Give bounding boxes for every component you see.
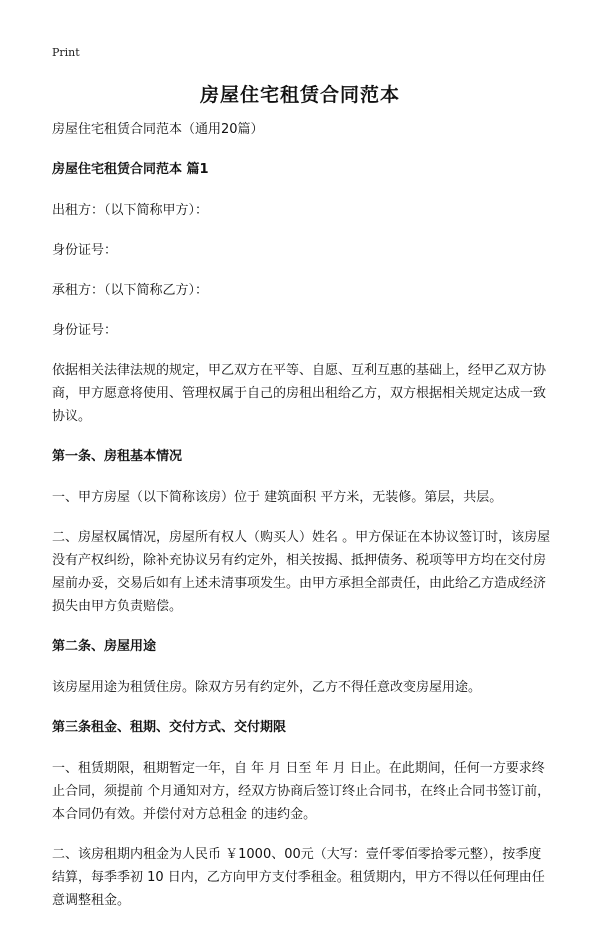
article1-heading: 第一条、房租基本情况 [52, 449, 183, 464]
document-subtitle: 房屋住宅租赁合同范本（通用20篇） [52, 122, 264, 137]
lessee-id-line: 身份证号： [52, 323, 118, 338]
article2-paragraph-1: 该房屋用途为租赁住房。除双方另有约定外，乙方不得任意改变房屋用途。 [52, 680, 482, 695]
lessee-line: 承租方：（以下简称乙方）： [52, 283, 209, 298]
lessor-line: 出租方：（以下简称甲方）： [52, 203, 209, 218]
article3-paragraph-2: 二、该房租期内租金为人民币 ￥1000、00元（大写：壹仟零佰零拾零元整），按季度结算，每季季初 10 日内，乙方向甲方支付季租金。租赁期内，甲方不得以任何理由任意调整租金。 [52, 847, 545, 908]
article2-heading: 第二条、房屋用途 [52, 639, 157, 654]
lessor-id-line: 身份证号： [52, 243, 118, 258]
article3-heading: 第三条租金、租期、交付方式、交付期限 [52, 720, 287, 735]
print-link[interactable]: Print [52, 46, 80, 59]
document-body [52, 118, 552, 929]
page-title: 房屋住宅租赁合同范本 [199, 84, 400, 106]
section-heading: 房屋住宅租赁合同范本 篇1 [52, 162, 209, 177]
article1-paragraph-1: 一、甲方房屋（以下简称该房）位于 建筑面积 平方米，无装修。第层，共层。 [52, 490, 503, 505]
article1-paragraph-2: 二、房屋权属情况，房屋所有权人（购买人）姓名 。甲方保证在本协议签订时，该房屋没有产权纠纷，除补充协议另有约定外，相关按揭、抵押债务、税项等甲方均在交付房屋前办妥，交易后如有上述未清事项发生。由甲方承担全部责任，由此给乙方造成经济损失由甲方负责赔偿。 [52, 530, 551, 614]
article3-paragraph-1: 一、租赁期限，租期暂定一年，自 年 月 日至 年 月 日止。在此期间，任何一方要求终止合同，须提前 个月通知对方，经双方协商后签订终止合同书，在终止合同书签订前，本合同仍有效。并偿付对方总租金 的违约金。 [52, 761, 551, 822]
intro-paragraph: 依据相关法律法规的规定，甲乙双方在平等、自愿、互利互惠的基础上，经甲乙双方协商，甲方愿意将使用、管理权属于自己的房租出租给乙方，双方根据相关规定达成一致协议。 [52, 363, 547, 424]
